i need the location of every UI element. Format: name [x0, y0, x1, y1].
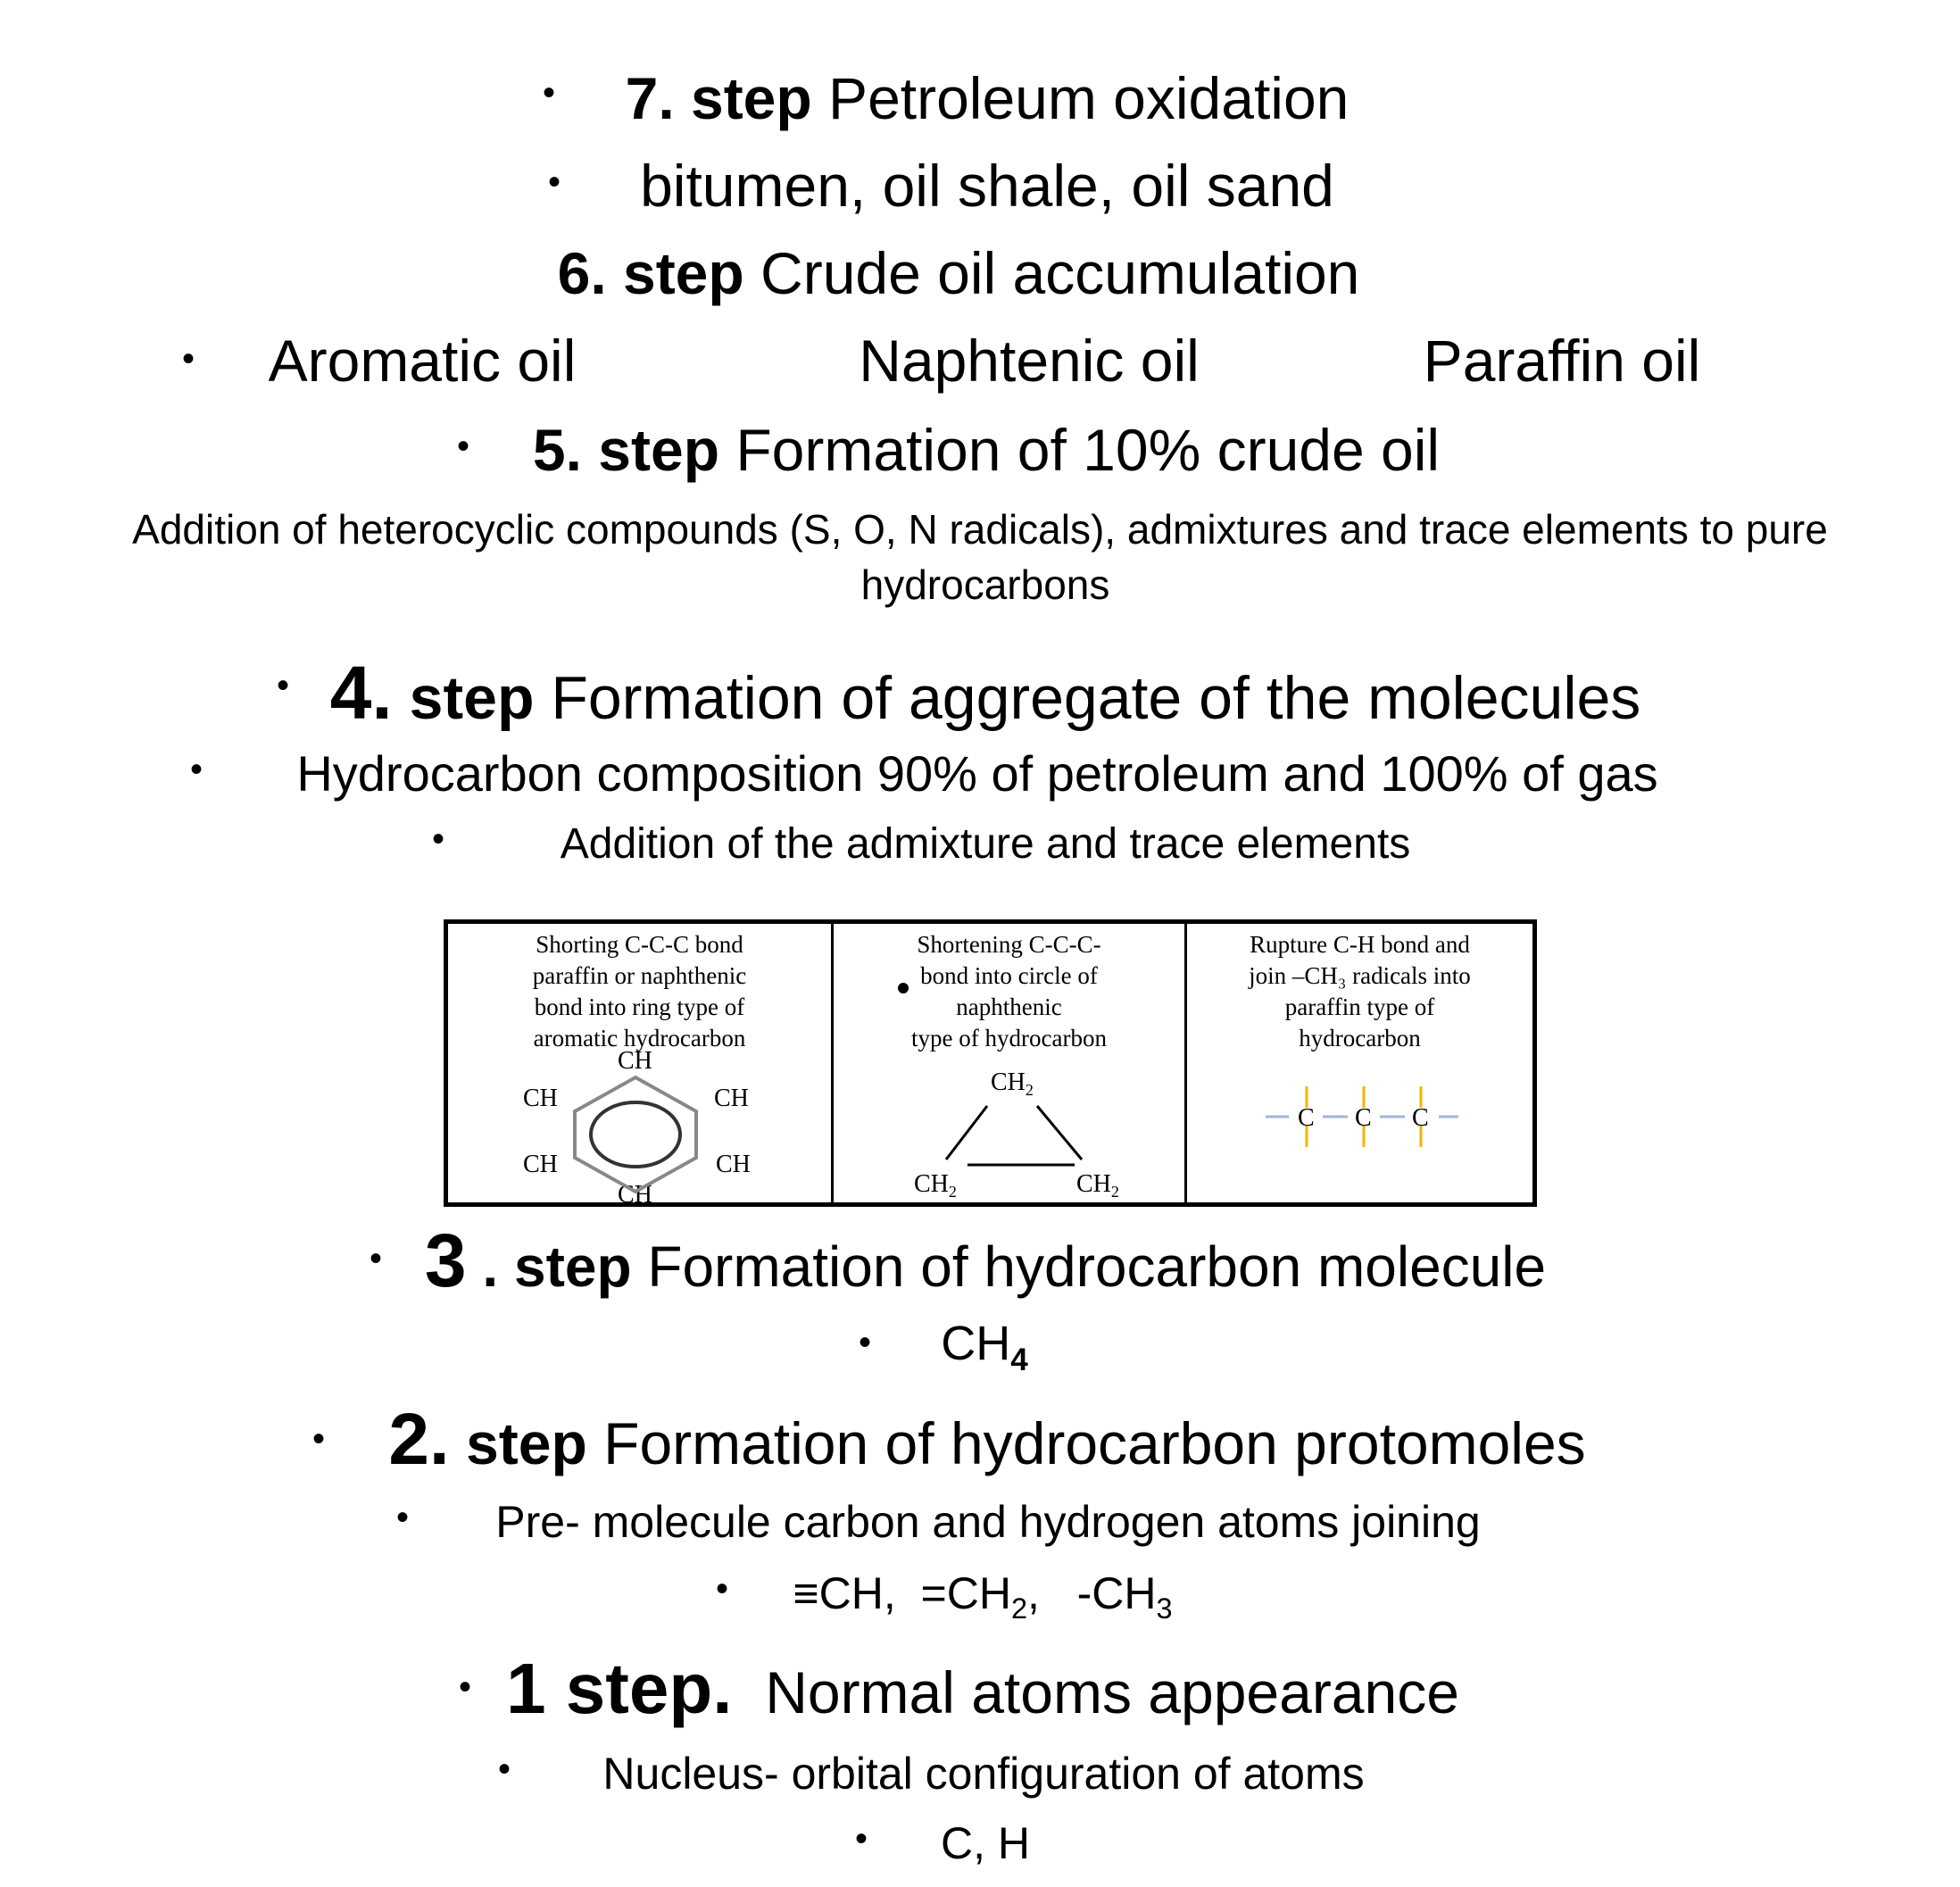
step-number: 5. step	[532, 417, 720, 483]
dot-mark	[898, 983, 909, 993]
paraffin-cell	[1184, 924, 1532, 1202]
step-title: Formation of aggregate of the molecules	[551, 664, 1641, 732]
detail-text: C, H	[941, 1818, 1030, 1868]
bullet: •	[855, 1819, 868, 1858]
aromatic-cell	[448, 924, 831, 1209]
detail-text: hydrocarbons	[860, 561, 1110, 608]
svg-text:CH2: $CH_2$	[1076, 1170, 1119, 1201]
svg-text:C: C	[1355, 1104, 1372, 1132]
step-number: 1 step.	[506, 1649, 733, 1728]
bullet: •	[432, 819, 445, 859]
step-title: Petroleum oxidation	[828, 65, 1350, 131]
detail-text: Addition of heterocyclic compounds (S, O, N radicals), admixtures and trace elements to pure	[132, 506, 1828, 553]
detail-text: Nucleus- orbital configuration of atoms	[602, 1749, 1365, 1799]
ring-bond-right	[1037, 1106, 1082, 1160]
detail-text: Pre- molecule carbon and hydrogen atoms joining	[495, 1497, 1481, 1547]
naphthenic-caption: Shortening C-C-C- bond into circle of naphthenic type of hydrocarbon	[911, 931, 1107, 1052]
aromatic-caption: Shorting C-C-C bond paraffin or naphthenic bond into ring type of aromatic hydrocarbon	[532, 931, 747, 1052]
step-title: Normal atoms appearance	[765, 1659, 1459, 1725]
svg-text:CH2: $CH_2$	[914, 1170, 957, 1201]
bullet: •	[277, 666, 290, 705]
step-title: Crude oil accumulation	[760, 240, 1360, 306]
svg-text:CH: CH	[618, 1181, 652, 1209]
benzene-ring-structure	[448, 924, 831, 1211]
bullet: •	[459, 1667, 472, 1707]
oil-type-paraffin: Paraffin oil	[1423, 328, 1701, 394]
step-word: . step	[482, 1234, 632, 1299]
step-number: 2.	[388, 1399, 450, 1480]
bullet: •	[457, 427, 470, 466]
bullet: •	[312, 1419, 326, 1459]
svg-text:CH2: $CH_2$	[991, 1068, 1034, 1099]
bullet: •	[370, 1239, 383, 1278]
bullet: •	[859, 1323, 872, 1362]
step-word: step	[466, 1410, 587, 1476]
svg-text:C: C	[1298, 1104, 1315, 1132]
detail-text: bitumen, oil shale, oil sand	[640, 153, 1334, 219]
svg-text:CH: CH	[618, 1047, 652, 1075]
svg-text:CH: CH	[716, 1151, 751, 1178]
svg-text:CH: CH	[523, 1085, 558, 1112]
bullet: •	[182, 339, 195, 378]
hexagon-ring	[575, 1077, 696, 1192]
detail-text: Hydrocarbon composition 90% of petroleum and 100% of gas	[296, 745, 1658, 802]
step-title: Formation of 10% crude oil	[735, 417, 1441, 483]
paraffin-chain-structure	[1187, 924, 1535, 1211]
step-number: 4.	[329, 651, 393, 735]
paraffin-caption: Rupture C-H bond and join –CH₃ radicals into paraffin type of hydrocarbon	[1249, 931, 1471, 1052]
aromatic-circle	[591, 1102, 680, 1167]
svg-text:CH: CH	[523, 1151, 558, 1178]
step-number: 3	[424, 1218, 467, 1302]
bullet: •	[396, 1498, 410, 1537]
methane-formula: $CH_4$	[941, 1317, 1028, 1377]
bullet: •	[548, 162, 561, 202]
radical-formulas: ≡CH, $=CH_2$, $-CH_3$	[793, 1568, 1173, 1625]
naphthenic-cell	[831, 924, 1184, 1202]
step-title: Formation of hydrocarbon molecule	[647, 1234, 1547, 1299]
step-number: 7. step	[625, 65, 812, 131]
step-number: 6. step	[557, 240, 744, 306]
bullet: •	[716, 1569, 729, 1609]
hydrocarbon-structures-table	[444, 919, 1537, 1207]
bullet: •	[498, 1750, 511, 1789]
step-title: Formation of hydrocarbon protomoles	[603, 1410, 1586, 1476]
svg-text:C: C	[1412, 1104, 1429, 1132]
bullet: •	[190, 750, 203, 789]
step-word: step	[409, 664, 535, 732]
detail-text: Addition of the admixture and trace elements	[560, 820, 1411, 868]
ring-bond-left	[946, 1106, 987, 1160]
oil-type-aromatic: Aromatic oil	[268, 328, 577, 394]
bullet: •	[543, 73, 556, 112]
cyclopropane-structure	[834, 924, 1187, 1211]
oil-type-naphtenic: Naphtenic oil	[859, 328, 1200, 394]
svg-text:CH: CH	[714, 1085, 749, 1112]
